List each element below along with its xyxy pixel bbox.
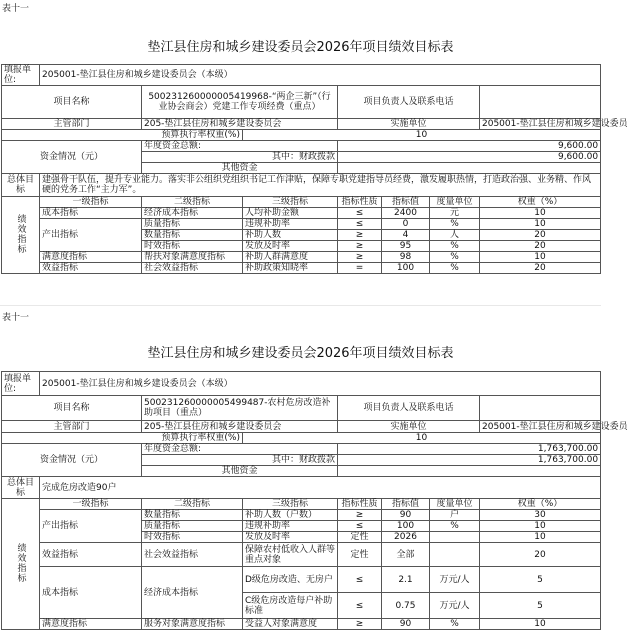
- perf-label-cell: [2, 499, 40, 630]
- unit-cell: 人: [430, 230, 480, 241]
- fill-unit-value: 205001-垫江县住房和城乡建设委员会（本级）: [40, 65, 601, 86]
- l1-cell: 成本指标: [40, 208, 142, 219]
- value-cell: 90: [382, 510, 430, 521]
- table-row: [2, 252, 601, 263]
- l1-cell: 满意度指标: [40, 252, 142, 263]
- performance-table-1: [1, 64, 628, 274]
- nature-cell: ≤: [338, 567, 382, 593]
- weight-cell: 20: [480, 241, 601, 252]
- fiscal-value: 9,600.00: [338, 152, 601, 163]
- project-name-label: 项目名称: [2, 86, 142, 119]
- l1-cell: 效益指标: [40, 543, 142, 567]
- header-cell: 度量单位: [430, 499, 480, 510]
- l2-cell: 数量指标: [142, 230, 243, 241]
- l2-cell: 质量指标: [142, 521, 243, 532]
- nature-cell: ≥: [338, 241, 382, 252]
- performance-table-2: [1, 371, 628, 630]
- project-name-value: 500231260000005419968-“两企三新”（行业协会商会）党建工作专项经费（重点）: [142, 86, 338, 119]
- unit-cell: 元: [430, 208, 480, 219]
- l3-cell: C级危房改造每户补助标准: [243, 593, 338, 619]
- impl-value: 205001-垫江县住房和城乡建设委员: [480, 421, 601, 433]
- dept-label: 主管部门: [2, 421, 142, 433]
- weight-cell: 10: [480, 521, 601, 532]
- l3-cell: 补助人群满意度: [243, 252, 338, 263]
- l3-cell: 补助政策知晓率: [243, 263, 338, 274]
- value-cell: 4: [382, 230, 430, 241]
- nature-cell: 定性: [338, 532, 382, 543]
- weight-cell: 20: [480, 543, 601, 567]
- weight-cell: 20: [480, 230, 601, 241]
- nature-cell: ≥: [338, 619, 382, 630]
- header-cell: 指标值: [382, 197, 430, 208]
- l2-cell: 社会效益指标: [142, 543, 243, 567]
- header-cell: 权重（%）: [480, 499, 601, 510]
- header-cell: 权重（%）: [480, 197, 601, 208]
- l1-cell: 满意度指标: [40, 619, 142, 630]
- l1-cell: 效益指标: [40, 263, 142, 274]
- dept-label: 主管部门: [2, 119, 142, 130]
- table-row: [2, 510, 601, 521]
- header-cell: 指标值: [382, 499, 430, 510]
- unit-cell: [430, 532, 480, 543]
- weight-cell: 5: [480, 593, 601, 619]
- nature-cell: =: [338, 263, 382, 274]
- owner-value: [480, 86, 601, 119]
- weight-cell: 10: [480, 219, 601, 230]
- table-label: 表十一: [2, 313, 30, 323]
- impl-value: 205001-垫江县住房和城乡建设委员: [480, 119, 601, 130]
- table-row: [2, 208, 601, 219]
- goal-text: 建强骨干队伍，提升专业能力。落实非公组织党组织书记工作津贴，保障专职党建指导员经费，激发履职热情，打造政治强、业务精、作风硬的党务工作“主力军”。: [40, 174, 601, 197]
- table-row: [2, 219, 601, 230]
- weight-cell: 20: [480, 263, 601, 274]
- l3-cell: 发放及时率: [243, 241, 338, 252]
- dept-value: 205-垫江县住房和城乡建设委员会: [142, 421, 338, 433]
- value-cell: 100: [382, 263, 430, 274]
- owner-value: [480, 396, 601, 421]
- table-title: 垫江县住房和城乡建设委员会2026年项目绩效目标表: [147, 40, 454, 55]
- table-row: [2, 543, 601, 567]
- perf-label: 绩效指标: [15, 542, 26, 583]
- l3-cell: 发放及时率: [243, 532, 338, 543]
- weight-cell: 10: [480, 208, 601, 219]
- budget-weight-label: 预算执行率权重(%): [2, 130, 243, 141]
- header-cell: 一级指标: [40, 499, 142, 510]
- unit-cell: 万元/人: [430, 593, 480, 619]
- total-label: 年度资金总额:: [142, 444, 338, 455]
- l3-cell: 违规补助率: [243, 219, 338, 230]
- fiscal-label: 其中：财政拨款: [142, 152, 338, 163]
- l2-cell: 数量指标: [142, 510, 243, 521]
- fill-unit-value: 205001-垫江县住房和城乡建设委员会（本级）: [40, 372, 601, 396]
- fill-unit-label: 填报单位:: [2, 372, 40, 396]
- other-value: [338, 163, 601, 174]
- other-label: 其他资金: [142, 466, 338, 477]
- unit-cell: %: [430, 219, 480, 230]
- header-cell: 三级指标: [243, 499, 338, 510]
- l2-cell: 服务对象满意度指标: [142, 619, 243, 630]
- nature-cell: 定性: [338, 543, 382, 567]
- weight-cell: 10: [480, 252, 601, 263]
- goal-text: 完成危房改造90户: [40, 477, 601, 499]
- l1-cell: 成本指标: [40, 567, 142, 619]
- value-cell: 全部: [382, 543, 430, 567]
- header-cell: 二级指标: [142, 499, 243, 510]
- budget-weight-label: 预算执行率权重(%): [2, 433, 243, 444]
- impl-label: 实施单位: [338, 119, 480, 130]
- value-cell: 0: [382, 219, 430, 230]
- l1-cell: 产出指标: [40, 510, 142, 543]
- l1-cell: 产出指标: [40, 219, 142, 252]
- table-row: [2, 567, 601, 593]
- l2-cell: 经济成本指标: [142, 208, 243, 219]
- fiscal-label: 其中：财政拨款: [142, 455, 338, 466]
- l2-cell: 经济成本指标: [142, 567, 243, 619]
- owner-label: 项目负责人及联系电话: [338, 396, 480, 421]
- page-separator: [0, 305, 601, 306]
- table-row: [2, 619, 601, 630]
- impl-label: 实施单位: [338, 421, 480, 433]
- l3-cell: 人均补助金额: [243, 208, 338, 219]
- header-cell: 度量单位: [430, 197, 480, 208]
- owner-label: 项目负责人及联系电话: [338, 86, 480, 119]
- l2-cell: 质量指标: [142, 219, 243, 230]
- project-name-value: 500231260000005499487-农村危房改造补助项目（重点）: [142, 396, 338, 421]
- unit-cell: %: [430, 263, 480, 274]
- value-cell: 95: [382, 241, 430, 252]
- nature-cell: ≤: [338, 521, 382, 532]
- value-cell: 98: [382, 252, 430, 263]
- budget-weight-value: 10: [243, 130, 601, 141]
- value-cell: 2.1: [382, 567, 430, 593]
- l3-cell: 受益人对象满意度: [243, 619, 338, 630]
- header-cell: 一级指标: [40, 197, 142, 208]
- table-label: 表十一: [2, 4, 30, 14]
- header-cell: 三级指标: [243, 197, 338, 208]
- l3-cell: D级危房改造、无房户: [243, 567, 338, 593]
- weight-cell: 5: [480, 567, 601, 593]
- l3-cell: 补助人数: [243, 230, 338, 241]
- table-title: 垫江县住房和城乡建设委员会2026年项目绩效目标表: [147, 346, 454, 361]
- header-cell: 指标性质: [338, 197, 382, 208]
- unit-cell: %: [430, 241, 480, 252]
- other-label: 其他资金: [142, 163, 338, 174]
- value-cell: 0.75: [382, 593, 430, 619]
- l2-cell: 帮扶对象满意度指标: [142, 252, 243, 263]
- nature-cell: ≤: [338, 208, 382, 219]
- value-cell: 90: [382, 619, 430, 630]
- funds-label: 资金情况（元）: [2, 141, 142, 174]
- goal-label: 总体目标: [2, 174, 40, 197]
- perf-label: 绩效指标: [15, 213, 26, 254]
- value-cell: 100: [382, 521, 430, 532]
- weight-cell: 10: [480, 532, 601, 543]
- unit-cell: %: [430, 252, 480, 263]
- project-name-label: 项目名称: [2, 396, 142, 421]
- l2-cell: 时效指标: [142, 532, 243, 543]
- total-label: 年度资金总额:: [142, 141, 338, 152]
- other-value: [338, 466, 601, 477]
- nature-cell: ≤: [338, 593, 382, 619]
- funds-label: 资金情况（元）: [2, 444, 142, 477]
- l2-cell: 社会效益指标: [142, 263, 243, 274]
- goal-label: 总体目标: [2, 477, 40, 499]
- dept-value: 205-垫江县住房和城乡建设委员会: [142, 119, 338, 130]
- value-cell: 2026: [382, 532, 430, 543]
- l3-cell: 补助人数（户数）: [243, 510, 338, 521]
- total-value: 9,600.00: [338, 141, 601, 152]
- nature-cell: ≤: [338, 219, 382, 230]
- unit-cell: [430, 543, 480, 567]
- total-value: 1,763,700.00: [338, 444, 601, 455]
- header-cell: 指标性质: [338, 499, 382, 510]
- nature-cell: ≥: [338, 252, 382, 263]
- unit-cell: 万元/人: [430, 567, 480, 593]
- budget-weight-value: 10: [243, 433, 601, 444]
- unit-cell: 户: [430, 510, 480, 521]
- nature-cell: ≥: [338, 510, 382, 521]
- weight-cell: 30: [480, 510, 601, 521]
- l3-cell: 保障农村低收入人群等重点对象: [243, 543, 338, 567]
- value-cell: 2400: [382, 208, 430, 219]
- fill-unit-label: 填报单位:: [2, 65, 40, 86]
- perf-label-cell: [2, 197, 40, 274]
- l2-cell: 时效指标: [142, 241, 243, 252]
- nature-cell: ≥: [338, 230, 382, 241]
- unit-cell: %: [430, 521, 480, 532]
- table-row: [2, 263, 601, 274]
- weight-cell: 10: [480, 619, 601, 630]
- unit-cell: %: [430, 619, 480, 630]
- fiscal-value: 1,763,700.00: [338, 455, 601, 466]
- header-cell: 二级指标: [142, 197, 243, 208]
- l3-cell: 违规补助率: [243, 521, 338, 532]
